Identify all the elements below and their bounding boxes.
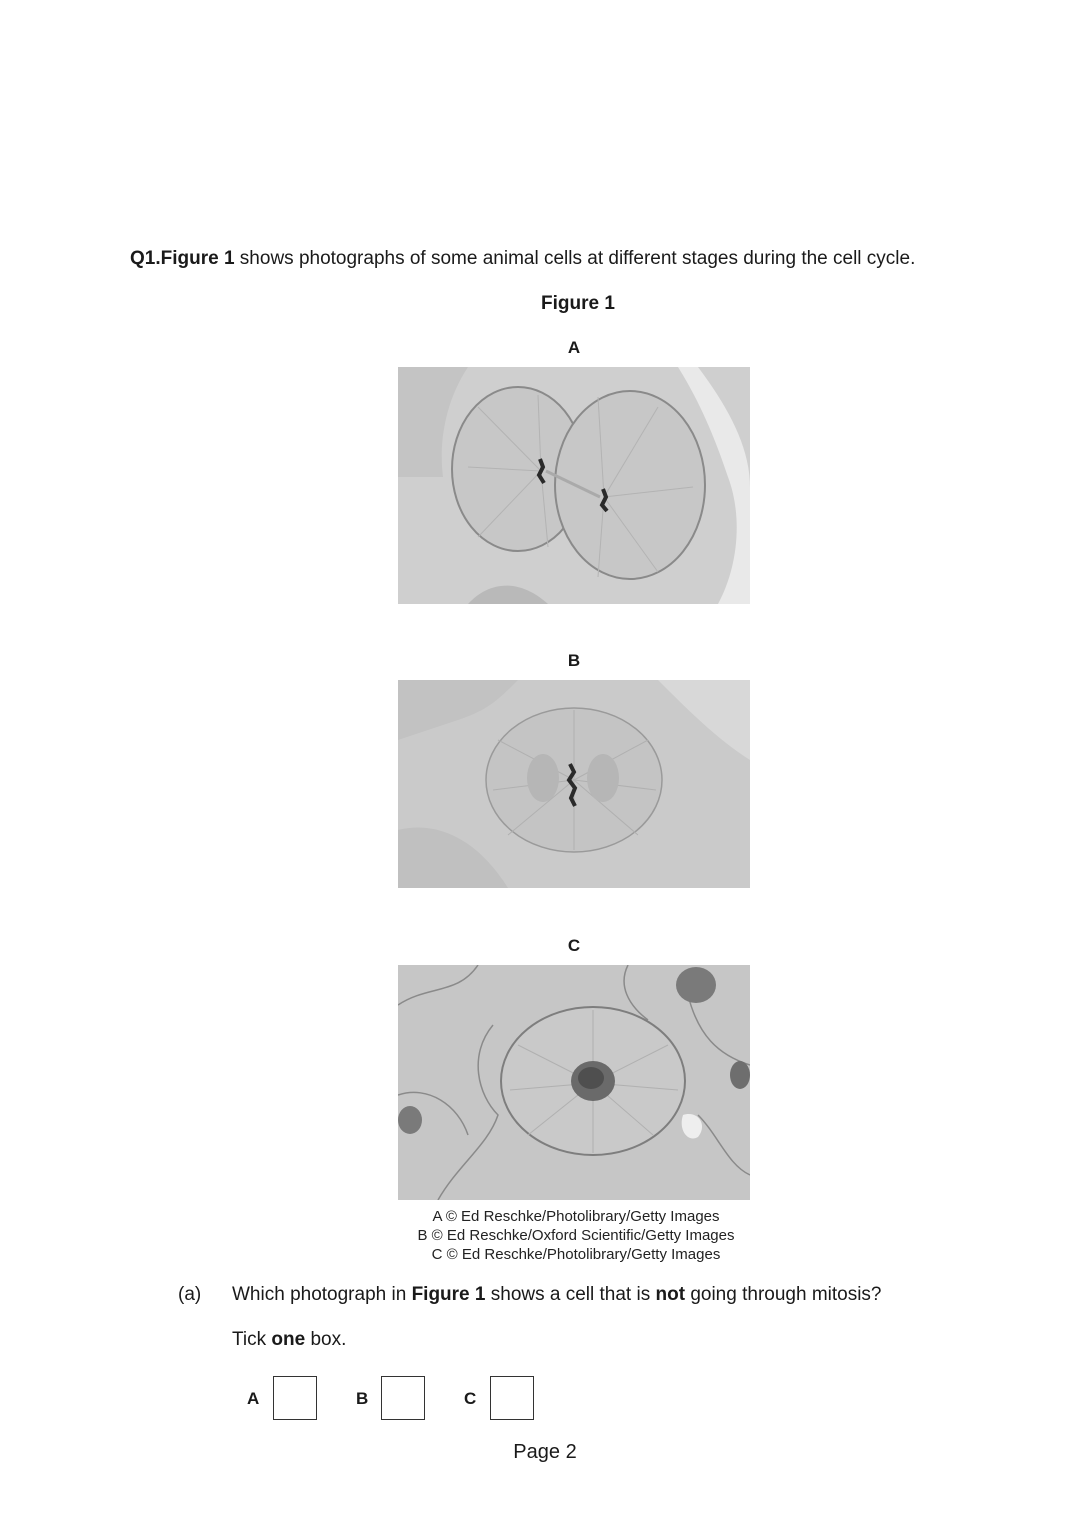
part-a-not: not (655, 1284, 686, 1305)
part-a-question-mid: shows a cell that is (485, 1284, 656, 1305)
part-a-figure-ref: Figure 1 (411, 1284, 486, 1305)
question-text: shows photographs of some animal cells at different stages during the cell cycle. (234, 248, 916, 269)
question-intro (130, 248, 915, 270)
credit-a: A © Ed Reschke/Photolibrary/Getty Images (432, 1208, 720, 1225)
tick-one: one (271, 1329, 306, 1350)
option-a-label: A (247, 1389, 260, 1408)
option-c-label: C (464, 1389, 477, 1408)
figure-ref: Figure 1 (160, 248, 235, 269)
photo-b-image (398, 680, 750, 888)
photo-c (398, 965, 750, 1200)
tick-instruction (232, 1329, 346, 1351)
credit-c: C © Ed Reschke/Photolibrary/Getty Images (431, 1246, 721, 1263)
option-c-checkbox[interactable] (490, 1376, 534, 1420)
photo-a-image (398, 367, 750, 604)
photo-b (398, 680, 750, 888)
part-label: (a) (178, 1284, 202, 1305)
photo-b-label: B (567, 651, 581, 670)
photo-credits (0, 1207, 1080, 1264)
part-a-question-pre: Which photograph in (232, 1284, 412, 1305)
tick-post: box. (305, 1329, 347, 1350)
option-b-checkbox[interactable] (381, 1376, 425, 1420)
photo-a (398, 367, 750, 604)
credit-b: B © Ed Reschke/Oxford Scientific/Getty Images (417, 1227, 735, 1244)
part-a-question (232, 1284, 882, 1306)
option-b-label: B (356, 1389, 369, 1408)
photo-c-label: C (567, 936, 581, 955)
question-number: Q1. (130, 248, 161, 269)
part-a-question-post: going through mitosis? (685, 1284, 882, 1305)
tick-pre: Tick (232, 1329, 272, 1350)
photo-a-label: A (567, 338, 581, 357)
photo-c-image (398, 965, 750, 1200)
option-a-checkbox[interactable] (273, 1376, 317, 1420)
page-number: Page 2 (513, 1441, 577, 1463)
figure-title: Figure 1 (541, 293, 615, 314)
